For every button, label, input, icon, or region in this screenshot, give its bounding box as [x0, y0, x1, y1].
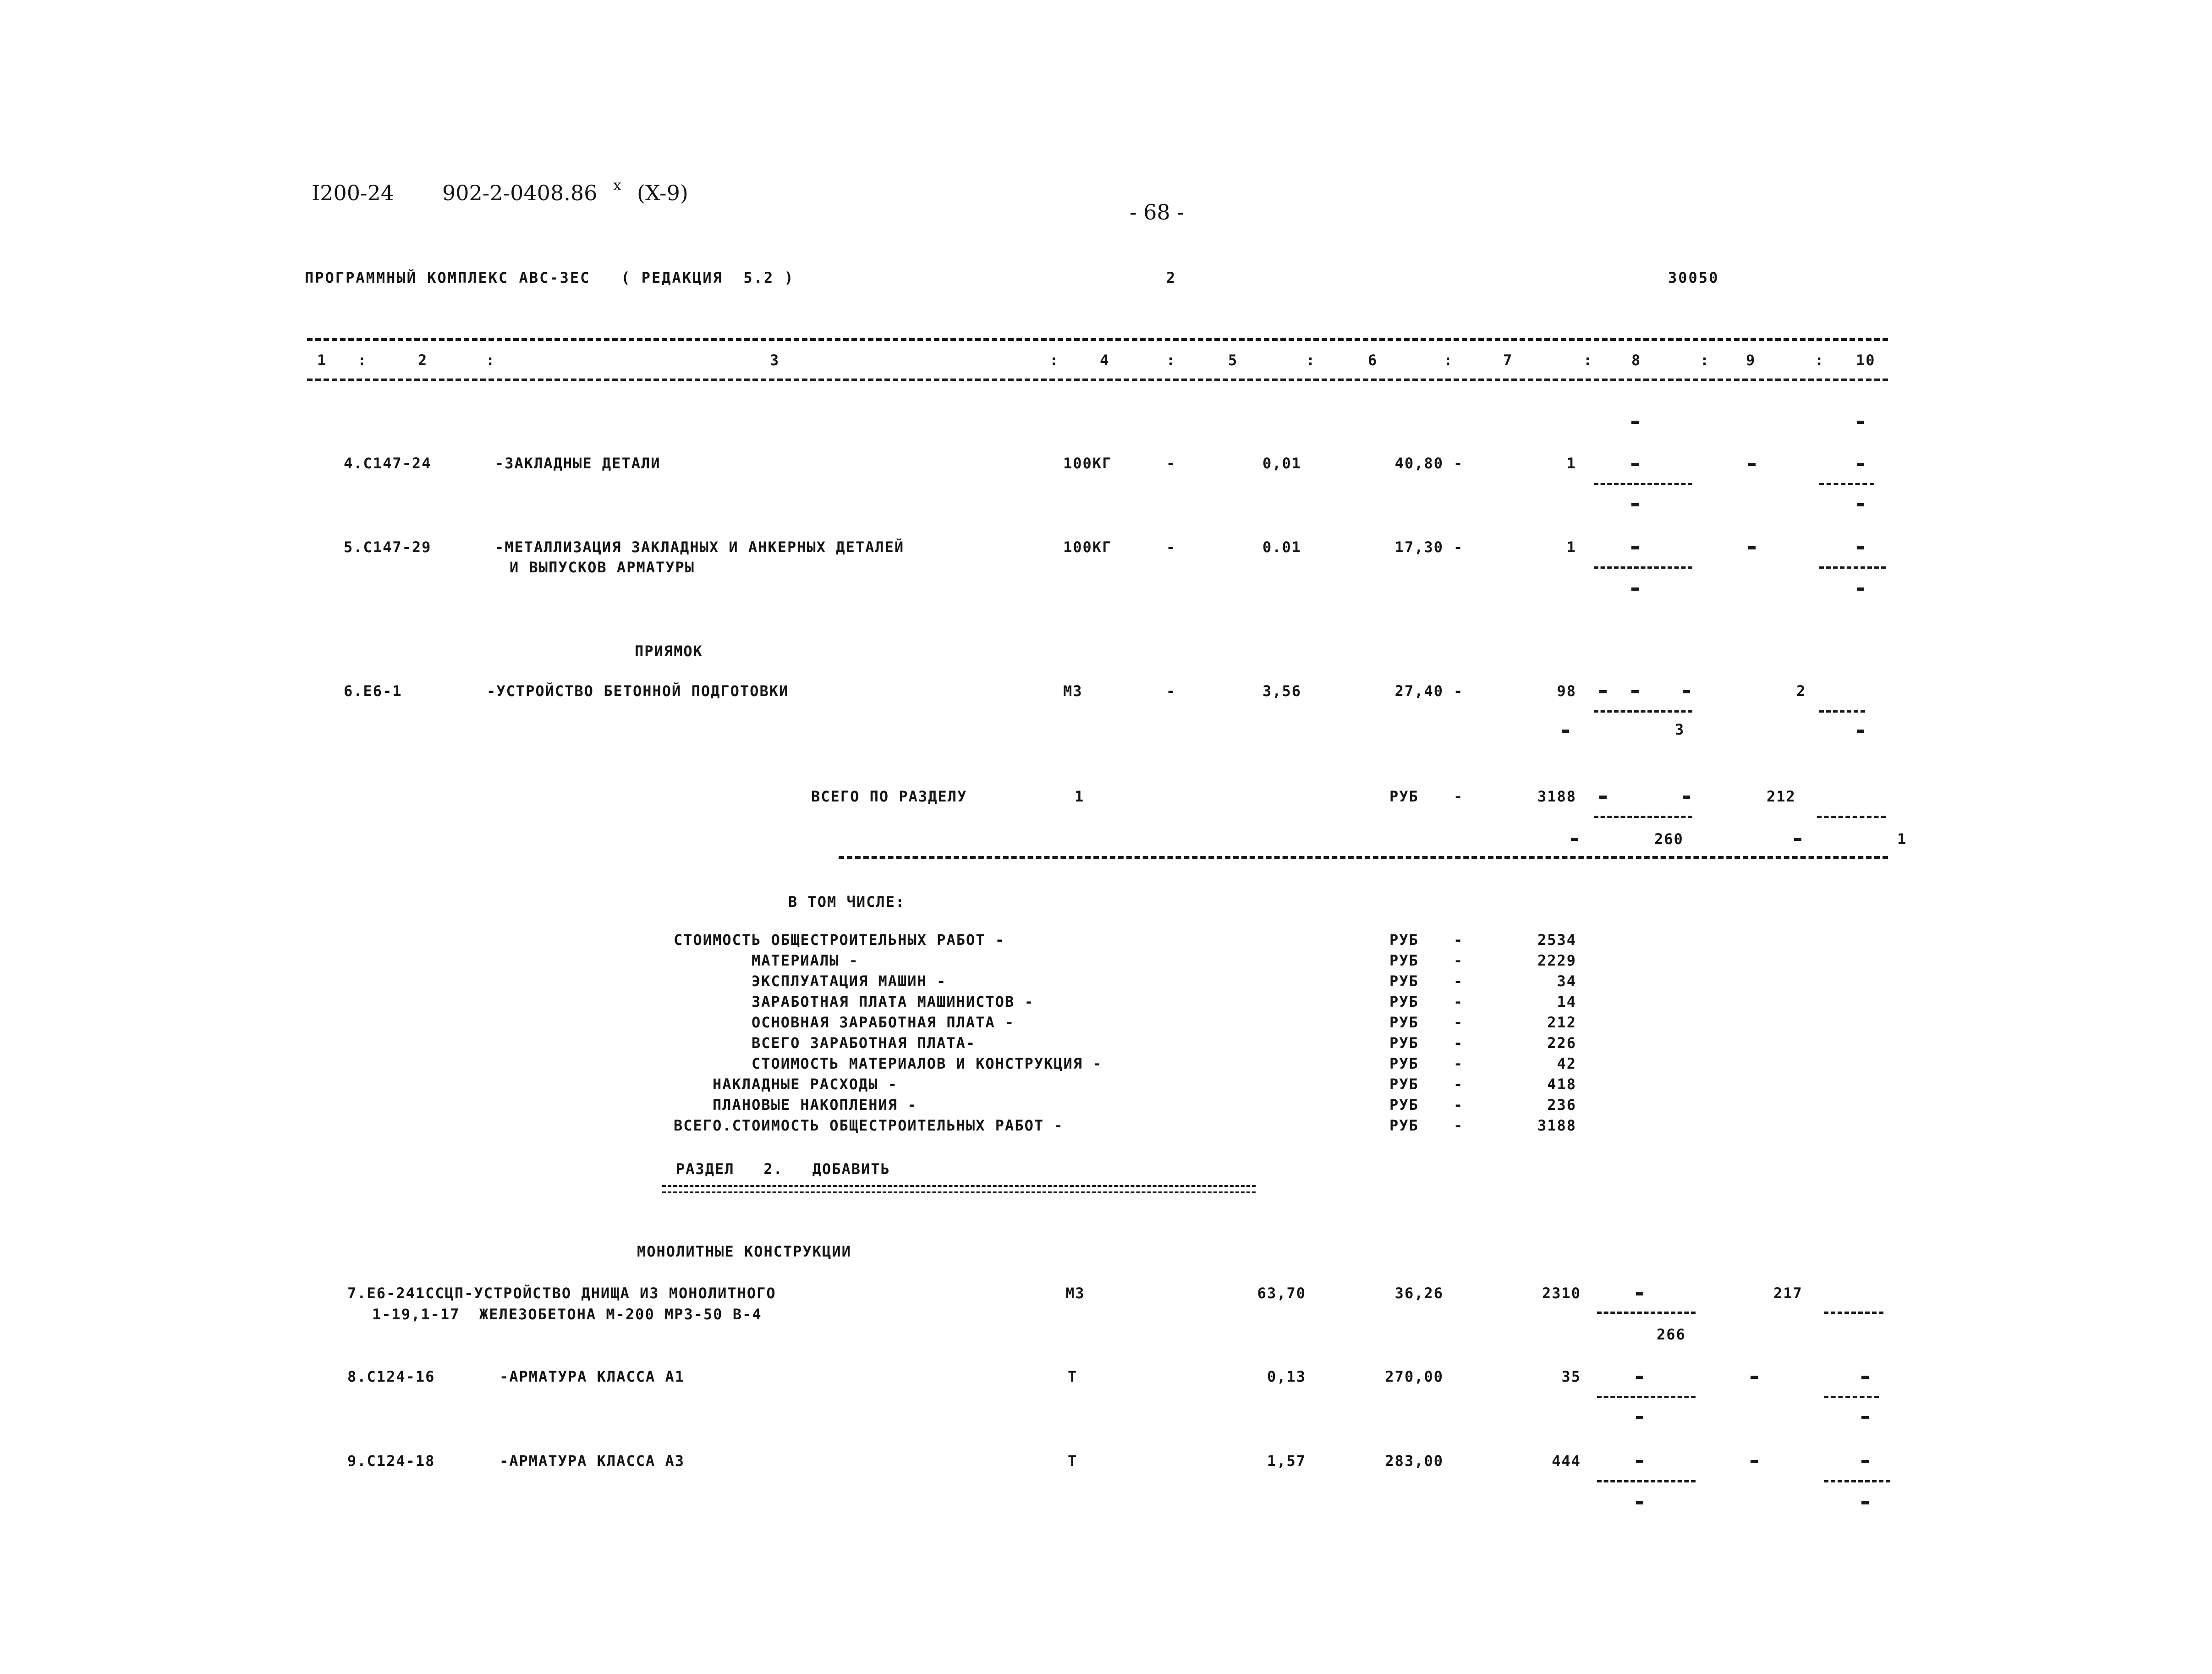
row-col6: 283,00: [1385, 1452, 1444, 1470]
row-unit: 100КГ: [1063, 455, 1112, 472]
row-name: -МЕТАЛЛИЗАЦИЯ ЗАКЛАДНЫХ И АНКЕРНЫХ ДЕТАЛЕЙ: [495, 538, 905, 556]
row-col9: 2: [1796, 682, 1806, 700]
dash-mark: [1857, 503, 1864, 506]
dash-mark: [1861, 1416, 1869, 1419]
row-col9: 217: [1773, 1284, 1803, 1302]
breakdown-unit: РУБ: [1389, 1055, 1419, 1072]
breakdown-dash: -: [1454, 1096, 1464, 1114]
breakdown-value: 14: [1557, 993, 1576, 1010]
row-name: -ЗАКЛАДНЫЕ ДЕТАЛИ: [495, 455, 661, 472]
total-dash: -: [1454, 788, 1464, 805]
page-number: - 68 -: [1130, 200, 1184, 225]
col-10: 10: [1856, 351, 1876, 369]
breakdown-label: ВСЕГО.СТОИМОСТЬ ОБЩЕСТРОИТЕЛЬНЫХ РАБОТ -: [674, 1117, 1064, 1134]
dash-mark: [1857, 730, 1864, 733]
row-unit: Т: [1068, 1368, 1078, 1385]
sub-rule: [1594, 483, 1692, 485]
row-name: -АРМАТУРА КЛАССА А3: [499, 1452, 685, 1470]
breakdown-value: 212: [1547, 1014, 1576, 1031]
row-code: 7.Е6-241ССЦП-УСТРОЙСТВО ДНИЩА ИЗ МОНОЛИТНОГО: [347, 1284, 776, 1302]
breakdown-unit: РУБ: [1389, 972, 1419, 990]
dash-mark: [1636, 1292, 1643, 1295]
col-9: 9: [1746, 351, 1756, 369]
breakdown-unit: РУБ: [1389, 1096, 1419, 1114]
dash-mark: [1599, 690, 1607, 693]
sub-rule: [1594, 816, 1692, 818]
row-code: 9.С124-18: [347, 1452, 435, 1470]
row-col5: 0.01: [1262, 538, 1301, 556]
total-label: ВСЕГО ПО РАЗДЕЛУ: [811, 788, 967, 805]
breakdown-label: ЗАРАБОТНАЯ ПЛАТА МАШИНИСТОВ -: [752, 993, 1034, 1010]
breakdown-value: 42: [1557, 1055, 1576, 1072]
sub-rule: [1819, 566, 1886, 569]
row-dash: -: [1454, 455, 1464, 472]
row-below-col8: 266: [1657, 1326, 1686, 1343]
breakdown-value: 418: [1547, 1076, 1576, 1093]
breakdown-value: 34: [1557, 972, 1576, 990]
col-4: 4: [1100, 351, 1110, 369]
col-sep: :: [1306, 351, 1316, 369]
breakdown-value: 226: [1547, 1034, 1576, 1052]
breakdown-unit: РУБ: [1389, 931, 1419, 949]
dash-mark: [1748, 463, 1756, 466]
row-col7: 444: [1552, 1452, 1581, 1470]
dash-mark: [1857, 546, 1864, 549]
row-col6: 270,00: [1385, 1368, 1444, 1385]
breakdown-label: ВСЕГО ЗАРАБОТНАЯ ПЛАТА-: [752, 1034, 976, 1052]
col-sep: :: [486, 351, 496, 369]
including-heading: В ТОМ ЧИСЛЕ:: [788, 893, 906, 911]
dash-mark: [1636, 1376, 1643, 1379]
dash-mark: [1562, 730, 1569, 733]
col-sep: :: [1166, 351, 1176, 369]
total-edge: 1: [1897, 830, 1907, 848]
row-col5: 0,01: [1262, 455, 1301, 472]
col-1: 1: [317, 351, 327, 369]
dash-mark: [1631, 546, 1639, 549]
section-rule: [839, 856, 1888, 859]
row-code: 8.С124-16: [347, 1368, 435, 1385]
doc-number: 902-2-0408.86: [442, 181, 598, 205]
row-name: -УСТРОЙСТВО БЕТОННОЙ ПОДГОТОВКИ: [487, 682, 789, 700]
row-unit: М3: [1065, 1284, 1085, 1302]
dash-mark: [1794, 838, 1801, 841]
sub-rule: [1817, 816, 1886, 818]
section-heading-pit: ПРИЯМОК: [635, 642, 703, 660]
breakdown-unit: РУБ: [1389, 952, 1419, 969]
col-3: 3: [770, 351, 780, 369]
row-col7: 98: [1557, 682, 1576, 700]
dash-mark: [1857, 421, 1864, 424]
dash-mark: [1631, 587, 1639, 591]
row-col6: 17,30: [1394, 538, 1444, 556]
col-6: 6: [1368, 351, 1378, 369]
breakdown-dash: -: [1454, 993, 1464, 1010]
dash-mark: [1861, 1460, 1869, 1463]
breakdown-label: МАТЕРИАЛЫ -: [752, 952, 859, 969]
row-name-line2: И ВЫПУСКОВ АРМАТУРЫ: [510, 559, 695, 576]
header-rule-top: [307, 338, 1888, 341]
col-sep: :: [357, 351, 368, 369]
col-sep: :: [1815, 351, 1825, 369]
double-rule: [662, 1185, 1256, 1193]
dash-mark: [1631, 503, 1639, 506]
program-num: 2: [1166, 269, 1177, 286]
dash-mark: [1748, 546, 1756, 549]
sub-rule: [1824, 1480, 1890, 1482]
breakdown-value: 3188: [1537, 1117, 1576, 1134]
breakdown-unit: РУБ: [1389, 1014, 1419, 1031]
sub-rule: [1597, 1312, 1696, 1314]
row-col6: 27,40: [1394, 682, 1444, 700]
sub-rule: [1824, 1312, 1883, 1314]
col-2: 2: [418, 351, 428, 369]
row-code: 5.С147-29: [344, 538, 432, 556]
dash-mark: [1631, 463, 1639, 466]
col-8: 8: [1631, 351, 1641, 369]
total-col7: 3188: [1537, 788, 1576, 805]
row-col6: 40,80: [1394, 455, 1444, 472]
breakdown-label: СТОИМОСТЬ ОБЩЕСТРОИТЕЛЬНЫХ РАБОТ -: [674, 931, 1005, 949]
sub-rule: [1597, 1480, 1696, 1482]
doc-variant: (X-9): [637, 181, 688, 205]
total-col9: 212: [1767, 788, 1796, 805]
sub-rule: [1819, 483, 1874, 485]
breakdown-label: СТОИМОСТЬ МАТЕРИАЛОВ И КОНСТРУКЦИЯ -: [752, 1055, 1103, 1072]
breakdown-dash: -: [1454, 972, 1464, 990]
breakdown-dash: -: [1454, 1014, 1464, 1031]
breakdown-label: ЭКСПЛУАТАЦИЯ МАШИН -: [752, 972, 947, 990]
program-code: 30050: [1668, 269, 1719, 286]
col-sep: :: [1049, 351, 1059, 369]
breakdown-dash: -: [1454, 931, 1464, 949]
breakdown-dash: -: [1454, 1076, 1464, 1093]
row-dash: -: [1454, 538, 1464, 556]
dash-mark: [1636, 1460, 1643, 1463]
row-code: 4.С147-24: [344, 455, 432, 472]
breakdown-unit: РУБ: [1389, 1076, 1419, 1093]
header-rule-bottom: [307, 379, 1888, 381]
row-dash: -: [1454, 682, 1464, 700]
dash-mark: [1571, 838, 1578, 841]
row-unit: Т: [1068, 1452, 1078, 1470]
dash-mark: [1636, 1416, 1643, 1419]
row-dash: -: [1166, 538, 1176, 556]
breakdown-dash: -: [1454, 1034, 1464, 1052]
row-name: -АРМАТУРА КЛАССА А1: [499, 1368, 685, 1385]
section-heading-monolithic: МОНОЛИТНЫЕ КОНСТРУКЦИИ: [637, 1243, 851, 1260]
row-below-col8: 3: [1675, 721, 1685, 738]
dash-mark: [1599, 796, 1607, 799]
dash-mark: [1636, 1501, 1643, 1504]
dash-mark: [1857, 463, 1864, 466]
breakdown-label: НАКЛАДНЫЕ РАСХОДЫ -: [713, 1076, 898, 1093]
breakdown-dash: -: [1454, 1117, 1464, 1134]
breakdown-value: 2534: [1537, 931, 1576, 949]
doc-mark: x: [613, 176, 622, 194]
row-col7: 35: [1561, 1368, 1581, 1385]
program-title: ПРОГРАММНЫЙ КОМПЛЕКС АВС-ЗЕС ( РЕДАКЦИЯ 5.2 ): [305, 269, 795, 286]
breakdown-label: ОСНОВНАЯ ЗАРАБОТНАЯ ПЛАТА -: [752, 1014, 1015, 1031]
sub-rule: [1594, 566, 1692, 569]
row-col5: 3,56: [1262, 682, 1301, 700]
dash-mark: [1683, 690, 1690, 693]
dash-mark: [1861, 1376, 1869, 1379]
sub-rule: [1597, 1396, 1696, 1398]
row-col5: 1,57: [1267, 1452, 1306, 1470]
row-unit: М3: [1063, 682, 1083, 700]
dash-mark: [1857, 587, 1864, 591]
breakdown-unit: РУБ: [1389, 993, 1419, 1010]
row-dash: -: [1166, 455, 1176, 472]
total-below-col8: 260: [1654, 830, 1684, 848]
row-col7: 1: [1566, 538, 1576, 556]
row-code: 6.Е6-1: [344, 682, 402, 700]
breakdown-value: 2229: [1537, 952, 1576, 969]
col-sep: :: [1444, 351, 1454, 369]
dash-mark: [1631, 690, 1639, 693]
dash-mark: [1751, 1376, 1758, 1379]
col-5: 5: [1228, 351, 1238, 369]
row-col5: 63,70: [1257, 1284, 1306, 1302]
total-unit: РУБ: [1389, 788, 1419, 805]
row-col5: 0,13: [1267, 1368, 1306, 1385]
dash-mark: [1751, 1460, 1758, 1463]
breakdown-dash: -: [1454, 952, 1464, 969]
dash-mark: [1861, 1501, 1869, 1504]
row-col6: 36,26: [1394, 1284, 1444, 1302]
sub-rule: [1824, 1396, 1879, 1398]
row-unit: 100КГ: [1063, 538, 1112, 556]
breakdown-value: 236: [1547, 1096, 1576, 1114]
breakdown-dash: -: [1454, 1055, 1464, 1072]
breakdown-unit: РУБ: [1389, 1117, 1419, 1134]
row-col7: 2310: [1542, 1284, 1581, 1302]
sub-rule: [1819, 710, 1865, 713]
row-dash: -: [1166, 682, 1176, 700]
col-7: 7: [1503, 351, 1513, 369]
sub-rule: [1594, 710, 1692, 713]
row-code-line2: 1-19,1-17 ЖЕЛЕЗОБЕТОНА М-200 МРЗ-50 В-4: [372, 1306, 762, 1323]
dash-mark: [1631, 421, 1639, 424]
section-2-heading: РАЗДЕЛ 2. ДОБАВИТЬ: [676, 1160, 890, 1178]
dash-mark: [1683, 796, 1690, 799]
col-sep: :: [1583, 351, 1593, 369]
doc-code: I200-24: [312, 181, 395, 205]
total-num: 1: [1075, 788, 1085, 805]
col-sep: :: [1700, 351, 1710, 369]
breakdown-unit: РУБ: [1389, 1034, 1419, 1052]
row-col7: 1: [1566, 455, 1576, 472]
breakdown-label: ПЛАНОВЫЕ НАКОПЛЕНИЯ -: [713, 1096, 917, 1114]
